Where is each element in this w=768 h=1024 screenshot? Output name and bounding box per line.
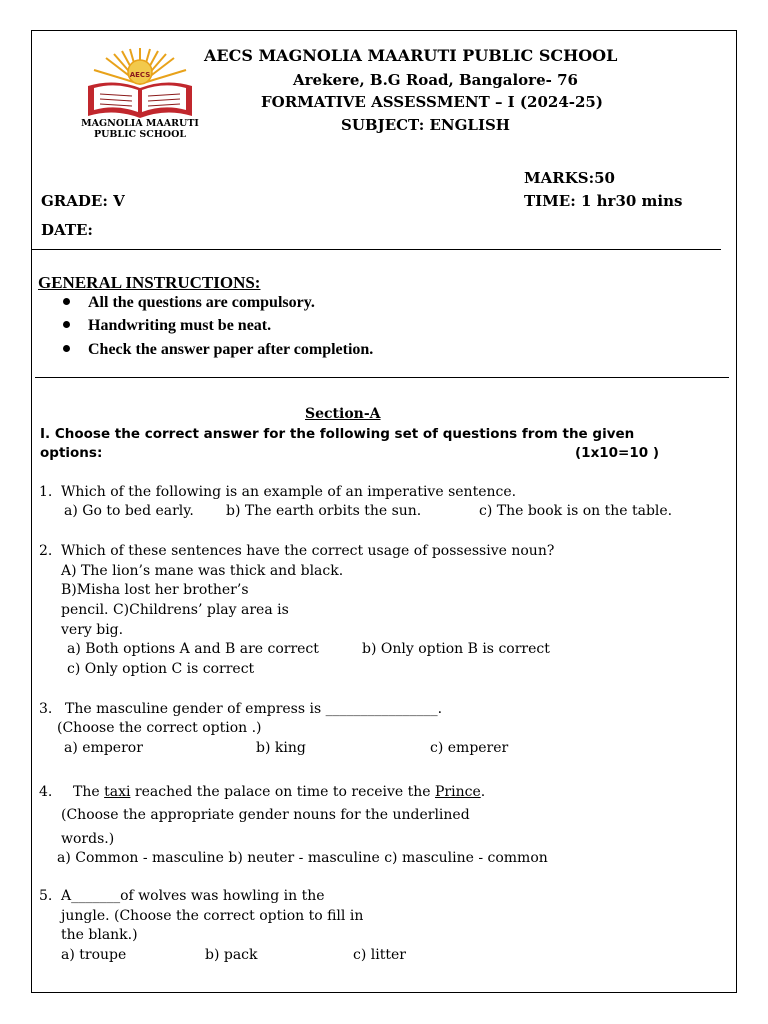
instruction-item: Handwriting must be neat. xyxy=(63,317,271,335)
section-instruction-line1: I. Choose the correct answer for the following set of questions from the given xyxy=(40,426,635,442)
question-line: words.) xyxy=(61,831,115,847)
question-line: (Choose the correct option .) xyxy=(57,720,262,736)
option-a: a) emperor xyxy=(64,740,143,756)
option-c: c) emperer xyxy=(430,740,509,756)
instruction-item: Check the answer paper after completion. xyxy=(63,341,373,359)
section-title: Section-A xyxy=(305,406,381,422)
question-number: 2. xyxy=(39,543,53,559)
logo-caption-line1: MAGNOLIA MAARUTI xyxy=(81,118,199,129)
marks-label: MARKS:50 xyxy=(524,169,615,187)
question-number: 5. xyxy=(39,888,53,904)
time-label: TIME: 1 hr30 mins xyxy=(524,192,683,210)
option-c: c) Only option C is correct xyxy=(67,661,255,677)
question-number: 1. xyxy=(39,484,53,500)
school-address: Arekere, B.G Road, Bangalore- 76 xyxy=(293,71,578,89)
question-line: pencil. C)Childrens’ play area is xyxy=(61,602,289,618)
school-name: AECS MAGNOLIA MAARUTI PUBLIC SCHOOL xyxy=(204,46,618,65)
question-text: The taxi reached the palace on time to receive the Prince. xyxy=(73,784,486,800)
question-line: jungle. (Choose the correct option to fill in xyxy=(61,908,364,924)
option-a: a) Go to bed early. xyxy=(64,503,194,519)
question-number: 3. xyxy=(39,701,53,717)
option-a: a) troupe xyxy=(61,947,127,963)
instructions-divider xyxy=(35,377,729,378)
question-text: The masculine gender of empress is ________________. xyxy=(65,701,443,717)
option-b: b) pack xyxy=(205,947,258,963)
option-c: c) The book is on the table. xyxy=(479,503,673,519)
question-options: a) Common - masculine b) neuter - masculine c) masculine - common xyxy=(57,850,548,866)
option-b: b) Only option B is correct xyxy=(362,641,550,657)
logo-caption-line2: PUBLIC SCHOOL xyxy=(93,129,187,140)
grade-label: GRADE: V xyxy=(41,192,125,210)
question-line: A) The lion’s mane was thick and black. xyxy=(61,563,344,579)
bullet-icon xyxy=(63,321,70,328)
header-divider xyxy=(31,249,721,250)
option-b: b) The earth orbits the sun. xyxy=(226,503,422,519)
section-instruction-line2: options: xyxy=(40,445,103,461)
question-text: A_______of wolves was howling in the xyxy=(61,888,325,904)
question-text: Which of these sentences have the correct usage of possessive noun? xyxy=(61,543,555,559)
option-c: c) litter xyxy=(353,947,406,963)
logo-caption xyxy=(78,118,202,140)
date-label: DATE: xyxy=(41,221,93,239)
option-b: b) king xyxy=(256,740,306,756)
question-line: B)Misha lost her brother’s xyxy=(61,582,249,598)
question-line: (Choose the appropriate gender nouns for the underlined xyxy=(61,807,470,823)
underlined-word: taxi xyxy=(104,784,131,800)
instruction-item: All the questions are compulsory. xyxy=(63,294,315,312)
bullet-icon xyxy=(63,298,70,305)
instructions-heading: GENERAL INSTRUCTIONS: xyxy=(38,273,261,292)
option-a: a) Both options A and B are correct xyxy=(67,641,319,657)
section-marks: (1x10=10 ) xyxy=(575,445,660,461)
underlined-word: Prince xyxy=(435,784,481,800)
subject-label: SUBJECT: ENGLISH xyxy=(341,116,510,134)
question-number: 4. xyxy=(39,784,53,800)
question-line: very big. xyxy=(61,622,124,638)
logo-emblem-text: AECS xyxy=(129,71,151,79)
question-text: Which of the following is an example of an imperative sentence. xyxy=(61,484,517,500)
bullet-icon xyxy=(63,345,70,352)
question-line: the blank.) xyxy=(61,927,138,943)
assessment-title: FORMATIVE ASSESSMENT – I (2024-25) xyxy=(261,93,603,111)
